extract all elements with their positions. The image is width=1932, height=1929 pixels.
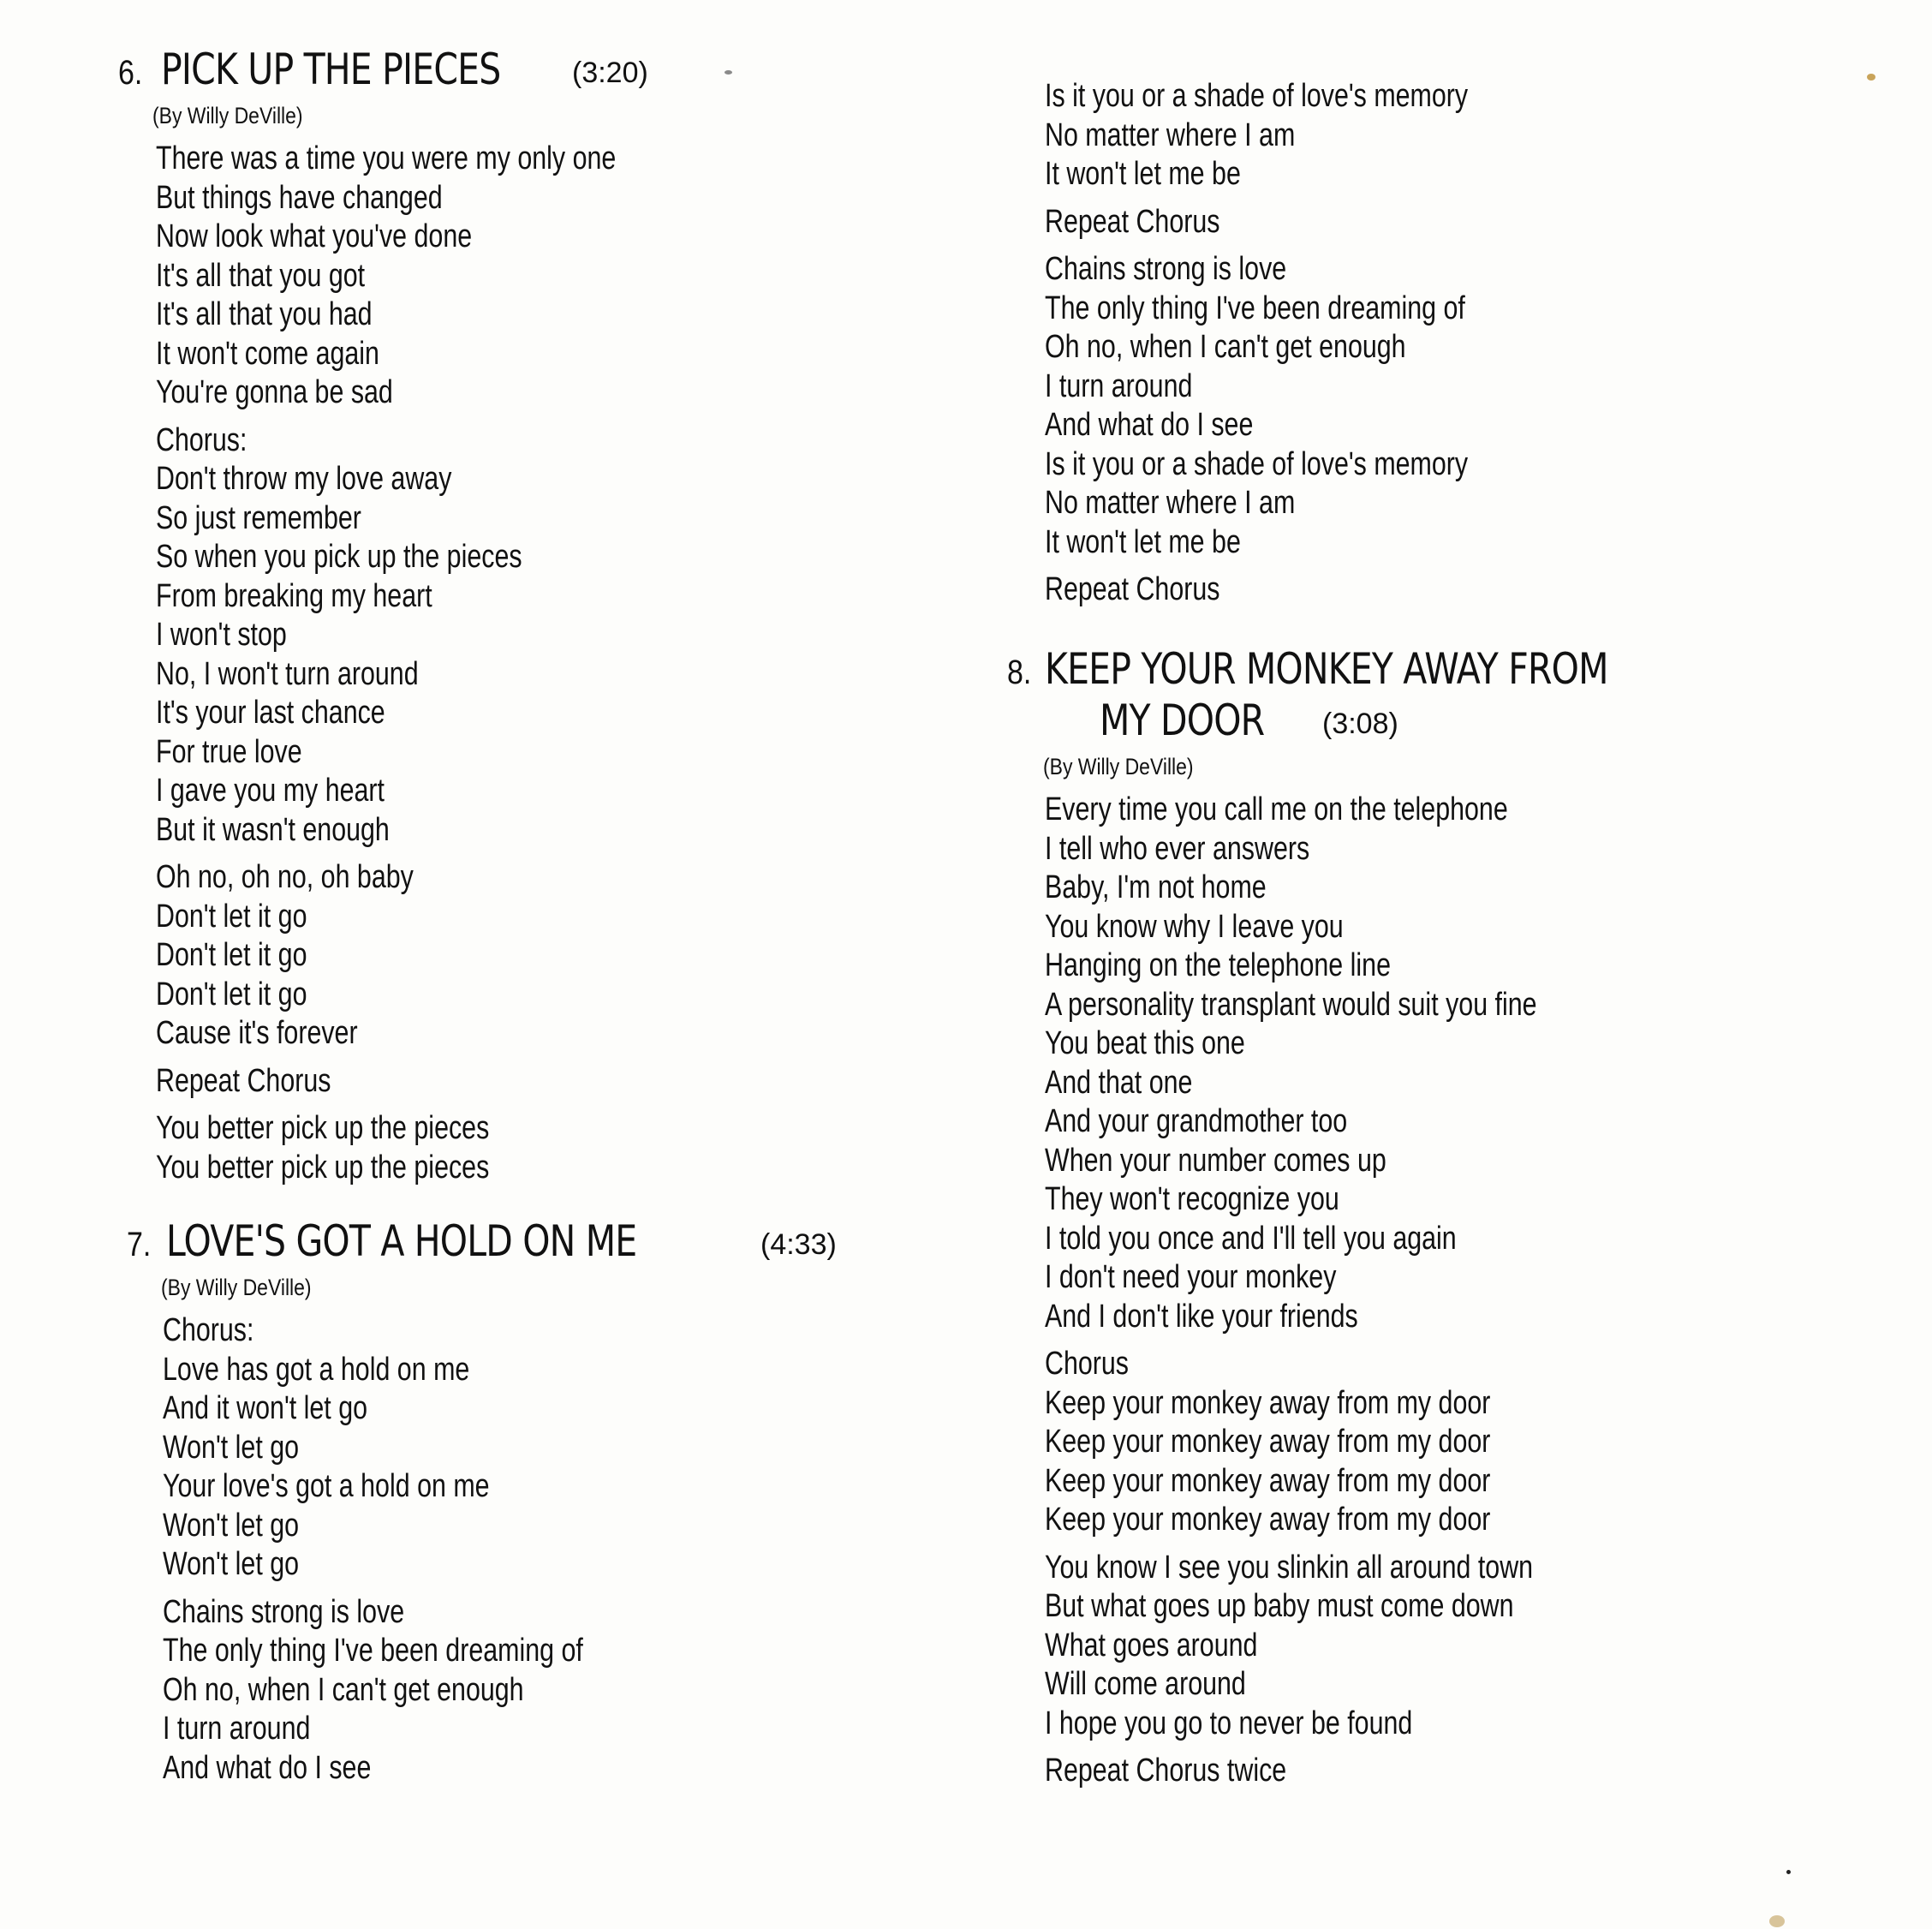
song-credit: (By Willy DeVille) [161, 1275, 312, 1300]
lyric-line: Chains strong is love [1045, 251, 1287, 287]
lyric-line: You know why I leave you [1045, 908, 1344, 945]
lyric-line: And that one [1045, 1064, 1193, 1101]
song-6-heading [118, 45, 731, 94]
chorus [156, 421, 731, 851]
lyric-line: And what do I see [163, 1749, 372, 1786]
lyric-line: You're gonna be sad [156, 374, 393, 410]
lyric-line: So just remember [156, 499, 361, 536]
lyric-line: But it wasn't enough [156, 811, 390, 848]
lyric-line: Oh no, oh no, oh baby [156, 859, 414, 895]
lyric-line: Chorus: [163, 1312, 254, 1348]
scan-speck [1786, 1870, 1791, 1874]
song-title: PICK UP THE PIECES [160, 45, 501, 94]
lyric-line: And it won't let go [163, 1390, 368, 1426]
lyric-line: Your love's got a hold on me [163, 1468, 490, 1504]
lyric-line: Oh no, when I can't get enough [1045, 329, 1406, 365]
lyric-line: I told you once and I'll tell you again [1045, 1220, 1457, 1257]
lyric-line: I turn around [163, 1711, 311, 1747]
lyric-line: Keep your monkey away from my door [1045, 1384, 1491, 1421]
lyric-line: I tell who ever answers [1045, 830, 1310, 867]
lyric-line: Is it you or a shade of love's memory [1045, 445, 1469, 482]
song-lyrics [156, 140, 731, 1187]
verse [1045, 791, 1732, 1336]
lyric-line: I don't need your monkey [1045, 1259, 1337, 1295]
lyric-line: Keep your monkey away from my door [1045, 1462, 1491, 1499]
lyric-line: When your number comes up [1045, 1142, 1386, 1179]
lyric-line: Chorus: [156, 421, 247, 458]
lyric-line: Repeat Chorus [156, 1062, 331, 1099]
lyric-line: The only thing I've been dreaming of [163, 1633, 583, 1669]
lyric-line: And I don't like your friends [1045, 1298, 1358, 1335]
lyric-line: No matter where I am [1045, 116, 1296, 153]
lyric-line: It won't let me be [1045, 523, 1241, 560]
song-8 [1007, 644, 1732, 1800]
lyric-line: But things have changed [156, 179, 443, 216]
lyric-line: Won't let go [163, 1429, 300, 1466]
lyric-line: And your grandmother too [1045, 1103, 1348, 1139]
verse [1045, 250, 1574, 562]
verse [1045, 77, 1574, 194]
lyric-line: So when you pick up the pieces [156, 539, 522, 575]
song-7 [127, 1216, 837, 1796]
repeat-chorus [1045, 570, 1574, 610]
lyric-line: I won't stop [156, 617, 287, 653]
lyric-line: Don't let it go [156, 937, 307, 973]
lyric-line: Love has got a hold on me [163, 1351, 470, 1388]
lyric-line: No, I won't turn around [156, 655, 419, 692]
lyric-line: Won't let go [163, 1546, 300, 1582]
lyric-line: Will come around [1045, 1666, 1246, 1702]
lyric-line: It won't come again [156, 335, 379, 372]
lyric-line: For true love [156, 733, 302, 770]
lyric-line: It's all that you had [156, 296, 373, 332]
song-number: 7. [127, 1226, 152, 1263]
lyric-line: I hope you go to never be found [1045, 1705, 1413, 1741]
lyric-line: Oh no, when I can't get enough [163, 1671, 524, 1708]
lyric-line: Don't let it go [156, 976, 307, 1012]
verse [163, 1593, 740, 1789]
lyric-line: I gave you my heart [156, 773, 385, 809]
repeat-chorus [1045, 203, 1574, 242]
lyric-line: It's all that you got [156, 257, 366, 294]
song-title: LOVE'S GOT A HOLD ON ME [165, 1216, 637, 1266]
song-title-line-2: MY DOOR [1100, 696, 1265, 745]
lyric-line: You better pick up the pieces [156, 1110, 490, 1146]
lyric-line: Don't let it go [156, 898, 307, 935]
lyric-line: But what goes up baby must come down [1045, 1588, 1514, 1624]
lyric-line: Cause it's forever [156, 1015, 358, 1051]
lyric-line: Is it you or a shade of love's memory [1045, 78, 1469, 114]
song-number: 6. [118, 54, 143, 92]
lyric-line: You know I see you slinkin all around town [1045, 1549, 1534, 1586]
song-7-continued [1045, 77, 1574, 618]
lyric-line: Don't throw my love away [156, 461, 452, 497]
song-duration: (3:08) [1322, 708, 1398, 740]
lyric-line: It won't let me be [1045, 156, 1241, 192]
lyric-line: Won't let go [163, 1507, 300, 1544]
lyric-line: Keep your monkey away from my door [1045, 1502, 1491, 1538]
song-lyrics [163, 1311, 740, 1788]
song-8-heading [1007, 644, 1732, 694]
song-credit: (By Willy DeVille) [1043, 754, 1194, 779]
song-8-heading-line-2 [1100, 696, 1732, 745]
scan-speck [1867, 74, 1875, 81]
lyric-line: Now look what you've done [156, 218, 473, 254]
repeat-chorus [1045, 1752, 1732, 1791]
lyric-line: You better pick up the pieces [156, 1149, 490, 1185]
song-6 [118, 45, 731, 1196]
lyric-line: Repeat Chorus [1045, 571, 1220, 607]
scan-speck [1769, 1915, 1785, 1927]
verse [1045, 1549, 1732, 1744]
song-title-line-1: KEEP YOUR MONKEY AWAY FROM [1044, 644, 1608, 694]
lyric-line: Chains strong is love [163, 1593, 405, 1630]
verse [156, 858, 731, 1054]
lyric-line: A personality transplant would suit you fine [1045, 986, 1537, 1023]
lyric-line: Keep your monkey away from my door [1045, 1424, 1491, 1460]
repeat-chorus [156, 1062, 731, 1102]
lyric-line: What goes around [1045, 1627, 1258, 1663]
lyric-line: Chorus [1045, 1346, 1129, 1382]
song-lyrics [1045, 77, 1574, 610]
lyric-line: They won't recognize you [1045, 1181, 1339, 1217]
outro [156, 1109, 731, 1187]
lyric-line: Repeat Chorus twice [1045, 1753, 1287, 1789]
lyric-line: You beat this one [1045, 1025, 1245, 1061]
song-lyrics [1045, 791, 1732, 1791]
song-7-heading [127, 1216, 837, 1266]
song-duration: (4:33) [760, 1228, 837, 1261]
lyric-line: The only thing I've been dreaming of [1045, 290, 1465, 326]
song-duration: (3:20) [572, 57, 648, 89]
lyric-line: Every time you call me on the telephone [1045, 791, 1508, 827]
chorus [1045, 1345, 1732, 1540]
verse [156, 140, 731, 413]
lyric-line: Baby, I'm not home [1045, 869, 1267, 905]
lyric-line: There was a time you were my only one [156, 140, 617, 176]
lyric-line: And what do I see [1045, 407, 1254, 443]
lyric-line: No matter where I am [1045, 485, 1296, 521]
song-number: 8. [1007, 654, 1032, 691]
chorus [163, 1311, 740, 1585]
lyric-line: Hanging on the telephone line [1045, 947, 1391, 983]
scan-speck [724, 70, 732, 75]
lyric-line: Repeat Chorus [1045, 203, 1220, 240]
lyric-line: It's your last chance [156, 695, 385, 731]
lyric-line: From breaking my heart [156, 577, 432, 614]
lyric-line: I turn around [1045, 367, 1193, 404]
song-credit: (By Willy DeVille) [152, 103, 303, 128]
